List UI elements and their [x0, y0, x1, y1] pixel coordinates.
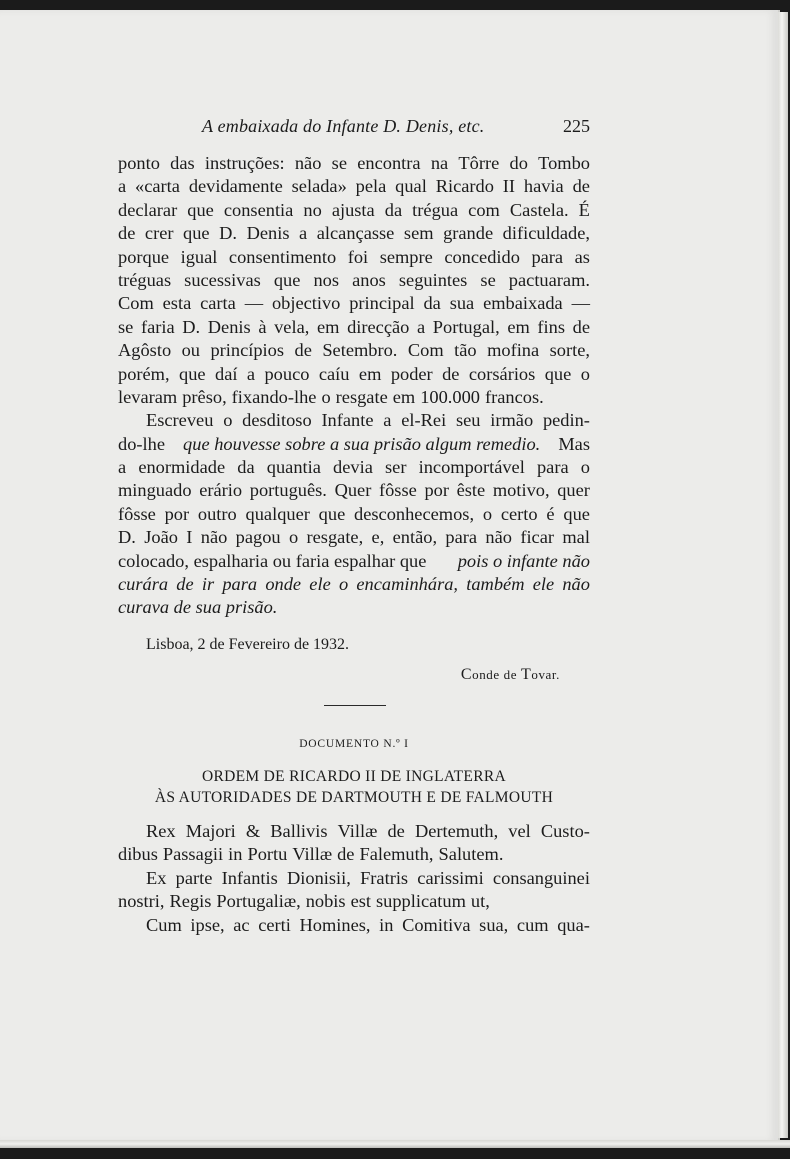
word: Denis — [246, 223, 290, 244]
word: parte — [175, 867, 213, 888]
word: é — [546, 503, 555, 524]
word: Denis — [207, 316, 251, 337]
word: porém, — [118, 363, 170, 384]
signature-part: ovar. — [531, 667, 560, 682]
signature — [461, 666, 560, 684]
word: desditoso — [242, 410, 312, 431]
word: o — [482, 503, 493, 524]
word: na — [430, 153, 449, 173]
word: Infantis — [221, 867, 278, 888]
word: levaram — [118, 386, 178, 407]
word: Setembro. — [322, 340, 398, 361]
section-divider — [324, 705, 386, 706]
paragraph-1 — [118, 152, 590, 409]
word: Portu — [247, 844, 288, 865]
text-span: do-lhe — [118, 433, 165, 454]
text-line — [118, 843, 590, 866]
text-line — [118, 363, 590, 386]
word: que — [179, 363, 206, 384]
word: de — [572, 316, 590, 337]
word: não — [485, 527, 512, 548]
document-title — [0, 766, 708, 808]
word: consentia — [223, 199, 294, 220]
word: pouco — [264, 363, 310, 384]
page-edge-right — [778, 12, 788, 1138]
word: seu — [455, 410, 481, 431]
page-number: 225 — [563, 116, 590, 136]
word: Villæ — [292, 844, 333, 865]
word: cum — [516, 914, 549, 935]
word: da — [384, 199, 403, 220]
word: havia — [523, 176, 564, 197]
word: Salutem. — [438, 844, 504, 865]
word: o — [223, 410, 233, 431]
word: pagou — [235, 527, 281, 548]
word: Ballivis — [270, 821, 328, 841]
text-line — [118, 339, 590, 362]
word: supplicatum — [376, 891, 466, 912]
word: de — [337, 844, 355, 865]
word: quer — [557, 480, 590, 501]
italic-quote: que houvesse sobre a sua prisão algum remedio. — [183, 433, 541, 454]
word: consentimento — [228, 246, 337, 267]
text-line — [118, 433, 590, 456]
text-line — [118, 199, 590, 222]
word: se — [118, 316, 134, 337]
text-line — [118, 316, 590, 339]
word: que — [273, 269, 301, 290]
word: a — [118, 176, 127, 197]
word: o — [338, 574, 349, 595]
word: ele — [309, 574, 331, 595]
word: não — [294, 153, 322, 173]
word: esta — [162, 293, 192, 314]
text-line — [118, 456, 590, 479]
word: ou — [181, 340, 200, 361]
word: o — [580, 457, 590, 478]
text-line — [118, 503, 590, 526]
word: Fratris — [360, 867, 409, 888]
word: de — [572, 176, 590, 197]
text-line — [118, 222, 590, 245]
word: grande — [443, 223, 494, 244]
word: Quer — [334, 480, 372, 501]
word: enormidade — [138, 457, 226, 478]
word: para — [222, 574, 258, 595]
word: Majori — [185, 821, 236, 841]
word: sem — [403, 223, 434, 244]
running-header — [118, 116, 590, 138]
word: resgate — [335, 386, 388, 407]
word: outro — [197, 503, 237, 524]
word: para — [536, 457, 569, 478]
word: também — [466, 574, 525, 595]
word: se — [331, 153, 347, 173]
text-span: Mas — [558, 433, 590, 454]
word: faria — [140, 316, 175, 337]
signature-part: de — [503, 667, 518, 682]
word: nostri, — [118, 891, 165, 912]
word: da — [423, 293, 441, 314]
word: poder — [390, 363, 433, 384]
word: embaixada — [483, 293, 563, 314]
word: Comitiva — [402, 914, 471, 935]
text-line — [118, 914, 590, 937]
signature-initial: C — [460, 666, 473, 683]
word: francos. — [484, 386, 544, 407]
word: em — [316, 316, 340, 337]
word: a — [416, 316, 426, 337]
word: in — [379, 914, 394, 935]
word: Falemuth, — [359, 844, 434, 865]
word: desconhecemos, — [354, 503, 475, 524]
signature-part: onde — [472, 667, 500, 682]
word: que — [187, 199, 214, 220]
italic-quote-line: curava de sua prisão. — [118, 597, 278, 618]
word: Custo- — [540, 821, 590, 841]
word: selada» — [291, 176, 347, 197]
word: trégua — [412, 199, 459, 220]
word: fixando-lhe — [231, 386, 317, 407]
word: ponto — [118, 153, 160, 173]
word: de — [442, 363, 460, 384]
word: em — [358, 363, 382, 384]
word: carta — [200, 293, 236, 314]
word: curára — [118, 574, 169, 595]
word: — — [244, 293, 264, 314]
page-edge-bottom — [0, 1140, 790, 1148]
word: Regis — [169, 891, 212, 912]
word: resgate, — [306, 527, 364, 548]
word: devidamente — [188, 176, 283, 197]
word: dibus — [118, 844, 158, 865]
word: para — [531, 246, 564, 267]
word: para — [445, 527, 478, 548]
word: direcção — [347, 316, 410, 337]
word: ipse, — [190, 914, 225, 935]
word: certi — [258, 914, 291, 935]
word: Passagii — [162, 844, 224, 865]
word: da — [237, 457, 255, 478]
document-title-line-2: ÀS AUTORIDADES DE DARTMOUTH E DE FALMOUTH — [154, 789, 554, 806]
word: não — [200, 527, 228, 548]
word: principal — [349, 293, 415, 314]
word: motivo, — [492, 480, 550, 501]
text-line — [118, 867, 590, 890]
text-line — [118, 573, 590, 596]
italic-quote: pois o infante não — [457, 550, 590, 571]
word: onde — [265, 574, 302, 595]
word: princípios — [210, 340, 285, 361]
word: qua- — [557, 914, 590, 935]
word: no — [303, 199, 322, 220]
word: êste — [456, 480, 486, 501]
word: Infante — [321, 410, 374, 431]
word: irmão — [490, 410, 534, 431]
word: tão — [454, 340, 477, 361]
word: qual — [395, 176, 427, 197]
word: que — [563, 503, 590, 524]
word: mofina — [487, 340, 540, 361]
word: objectivo — [271, 293, 341, 314]
word: fôsse — [378, 480, 417, 501]
text-line — [118, 386, 590, 409]
word: devia — [333, 457, 373, 478]
word: crer — [144, 223, 174, 244]
word: Ricardo — [435, 176, 494, 197]
word: o — [580, 363, 590, 384]
word: Tombo — [538, 153, 590, 173]
text-line — [118, 269, 590, 292]
word: declarar — [118, 199, 178, 220]
word: Portugal, — [432, 316, 500, 337]
text-line — [118, 890, 590, 913]
word: fins — [537, 316, 565, 337]
word: que — [318, 503, 346, 524]
word: igual — [180, 246, 218, 267]
text-span: colocado, espalharia ou faria espalhar que — [118, 550, 427, 571]
word: o — [288, 527, 299, 548]
word: não — [562, 574, 590, 595]
document-title-line-1: ORDEM DE RICARDO II DE INGLATERRA — [202, 768, 506, 785]
word: a — [118, 457, 127, 478]
text-line — [118, 175, 590, 198]
word: D. — [219, 223, 238, 244]
word: certo — [500, 503, 538, 524]
word: sempre — [379, 246, 433, 267]
word: encaminhára, — [356, 574, 459, 595]
word: mal — [562, 527, 590, 548]
word: pedin- — [542, 410, 590, 431]
word: vel — [508, 821, 531, 841]
word: — — [571, 293, 590, 314]
text-line — [118, 596, 590, 619]
word: Cum — [146, 914, 182, 935]
word: sua — [449, 293, 475, 314]
word: Tôrre — [458, 153, 500, 173]
word: de — [176, 574, 194, 595]
word: erário — [199, 480, 243, 501]
word: pela — [355, 176, 387, 197]
word: ac — [233, 914, 250, 935]
word: Portugaliæ, — [216, 891, 301, 912]
word: minguado — [118, 480, 192, 501]
word: D. — [182, 316, 201, 337]
word: ut, — [470, 891, 490, 912]
word: el-Rei — [401, 410, 447, 431]
word: anos — [352, 269, 386, 290]
word: a — [299, 223, 308, 244]
paragraph-2-middle — [118, 456, 590, 550]
word: sucessivas — [184, 269, 261, 290]
word: português. — [249, 480, 327, 501]
word: por — [424, 480, 449, 501]
word: do — [509, 153, 528, 173]
word: instruções: — [204, 153, 285, 173]
text-line — [118, 409, 590, 432]
place-date: Lisboa, 2 de Fevereiro de 1932. — [146, 636, 350, 653]
word: caíu — [318, 363, 350, 384]
word: D. — [118, 527, 136, 548]
word: carissimi — [417, 867, 484, 888]
word: tréguas — [118, 269, 172, 290]
word: nos — [313, 269, 340, 290]
word: a — [383, 410, 392, 431]
word: o — [321, 386, 331, 407]
running-title: A embaixada do Infante D. Denis, etc. — [202, 116, 485, 136]
word: est — [350, 891, 371, 912]
word: que — [544, 363, 572, 384]
word: ser — [385, 457, 407, 478]
signature-initial: T — [520, 666, 532, 683]
word: e, — [371, 527, 385, 548]
word: daí — [215, 363, 238, 384]
word: em — [392, 386, 416, 407]
word: a — [246, 363, 256, 384]
word: vela, — [274, 316, 310, 337]
word: dificuldade, — [502, 223, 590, 244]
word: in — [228, 844, 243, 865]
text-line — [118, 479, 590, 502]
word: porque — [118, 246, 170, 267]
word: Escreveu — [146, 410, 214, 431]
word: das — [170, 153, 195, 173]
word: «carta — [135, 176, 180, 197]
word: incomportável — [418, 457, 525, 478]
word: que — [183, 223, 210, 244]
word: então, — [392, 527, 438, 548]
word: se — [480, 269, 496, 290]
word: com — [468, 199, 500, 220]
word: Rex — [146, 821, 176, 841]
word: Castela. — [509, 199, 569, 220]
document-label: DOCUMENTO N.º I — [299, 738, 409, 750]
word: encontra — [357, 153, 421, 173]
word: qualquer — [245, 503, 310, 524]
word: Dertemuth, — [414, 821, 499, 841]
word: Homines, — [299, 914, 371, 935]
word: por — [164, 503, 190, 524]
word: concedido — [444, 246, 520, 267]
word: Com — [118, 293, 154, 314]
text-line — [118, 526, 590, 549]
word: à — [258, 316, 267, 337]
word: ajusta — [331, 199, 375, 220]
word: seguintes — [398, 269, 468, 290]
latin-text — [118, 820, 590, 937]
word: as — [574, 246, 590, 267]
word: quantia — [266, 457, 321, 478]
word: nobis — [305, 891, 346, 912]
body-text — [118, 152, 590, 620]
word: consanguinei — [492, 867, 590, 888]
text-line — [118, 550, 590, 573]
word: Ex — [146, 867, 167, 888]
word: Agôsto — [118, 340, 172, 361]
word: de — [387, 821, 405, 841]
word: corsários — [468, 363, 536, 384]
word: 100.000 — [420, 386, 480, 407]
word: É — [578, 199, 590, 220]
word: fôsse — [118, 503, 156, 524]
text-line — [118, 820, 590, 843]
word: João — [144, 527, 178, 548]
word: Villæ — [337, 821, 378, 841]
word: em — [507, 316, 530, 337]
word: pactuaram. — [508, 269, 590, 290]
word: sorte, — [549, 340, 590, 361]
word: foi — [347, 246, 369, 267]
word: II — [502, 176, 516, 197]
word: ir — [201, 574, 215, 595]
text-line — [118, 246, 590, 269]
text-line — [118, 292, 590, 315]
word: I — [186, 527, 193, 548]
word: Com — [407, 340, 444, 361]
word: de — [294, 340, 312, 361]
word: ele — [532, 574, 555, 595]
word: ficar — [520, 527, 555, 548]
word: Dionisii, — [287, 867, 351, 888]
text-line — [118, 152, 590, 175]
word: alcançasse — [316, 223, 395, 244]
word: prêso, — [182, 386, 227, 407]
word: sua, — [479, 914, 509, 935]
word: & — [245, 821, 261, 841]
word: de — [118, 223, 136, 244]
